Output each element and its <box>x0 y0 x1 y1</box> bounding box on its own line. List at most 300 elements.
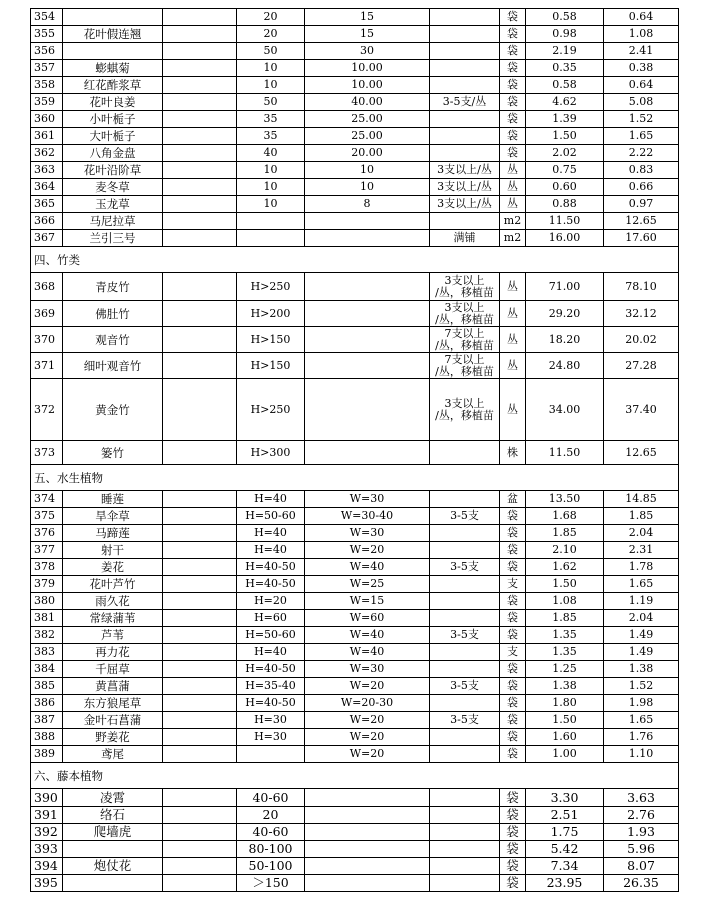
note-cell: 7支以上 /丛，移植苗 <box>430 353 500 379</box>
row-number-cell: 374 <box>31 491 63 508</box>
height-cell: 80-100 <box>237 841 305 858</box>
crown-width-cell: 8 <box>305 196 430 213</box>
row-number-cell: 364 <box>31 179 63 196</box>
plant-name-cell: 马尼拉草 <box>63 213 163 230</box>
spacer-cell <box>163 627 237 644</box>
price-b-cell: 1.65 <box>604 128 679 145</box>
crown-width-cell: W=30 <box>305 525 430 542</box>
row-number-cell: 392 <box>31 824 63 841</box>
price-a-cell: 0.58 <box>526 77 604 94</box>
price-a-cell: 71.00 <box>526 273 604 301</box>
spacer-cell <box>163 111 237 128</box>
price-b-cell: 1.19 <box>604 593 679 610</box>
plant-name-cell: 金叶石菖蒲 <box>63 712 163 729</box>
plant-name-cell: 细叶观音竹 <box>63 353 163 379</box>
note-cell: 3支以上 /丛，移植苗 <box>430 273 500 301</box>
spacer-cell <box>163 576 237 593</box>
note-cell: 3-5支 <box>430 559 500 576</box>
table-row <box>31 353 679 379</box>
table-row <box>31 26 679 43</box>
section-title: 四、竹类 <box>31 247 679 273</box>
spacer-cell <box>163 179 237 196</box>
table-row <box>31 179 679 196</box>
row-number-cell: 356 <box>31 43 63 60</box>
price-b-cell: 5.96 <box>604 841 679 858</box>
crown-width-cell <box>305 824 430 841</box>
unit-cell: 袋 <box>500 841 526 858</box>
unit-cell: 袋 <box>500 593 526 610</box>
spacer-cell <box>163 26 237 43</box>
spacer-cell <box>163 644 237 661</box>
height-cell: 10 <box>237 196 305 213</box>
price-b-cell: 0.66 <box>604 179 679 196</box>
table-row <box>31 491 679 508</box>
note-cell <box>430 60 500 77</box>
row-number-cell: 384 <box>31 661 63 678</box>
note-cell <box>430 824 500 841</box>
height-cell: 35 <box>237 128 305 145</box>
price-b-cell: 0.64 <box>604 9 679 26</box>
table-row <box>31 213 679 230</box>
price-a-cell: 0.58 <box>526 9 604 26</box>
price-b-cell: 1.85 <box>604 508 679 525</box>
price-a-cell: 0.88 <box>526 196 604 213</box>
note-cell: 3-5支 <box>430 508 500 525</box>
height-cell: 50 <box>237 94 305 111</box>
row-number-cell: 393 <box>31 841 63 858</box>
spacer-cell <box>163 729 237 746</box>
table-row <box>31 712 679 729</box>
price-b-cell: 1.78 <box>604 559 679 576</box>
row-number-cell: 363 <box>31 162 63 179</box>
price-a-cell: 0.98 <box>526 26 604 43</box>
crown-width-cell <box>305 789 430 807</box>
height-cell: 40-60 <box>237 824 305 841</box>
plant-name-cell: 红花酢浆草 <box>63 77 163 94</box>
spacer-cell <box>163 94 237 111</box>
height-cell: H=60 <box>237 610 305 627</box>
note-cell: 3支以上/丛 <box>430 196 500 213</box>
table-row <box>31 145 679 162</box>
price-b-cell: 78.10 <box>604 273 679 301</box>
plant-name-cell: 东方狼尾草 <box>63 695 163 712</box>
plant-name-cell: 雨久花 <box>63 593 163 610</box>
plant-name-cell: 观音竹 <box>63 327 163 353</box>
plant-name-cell: 花叶良姜 <box>63 94 163 111</box>
unit-cell: 袋 <box>500 94 526 111</box>
plant-name-cell: 再力花 <box>63 644 163 661</box>
unit-cell: 袋 <box>500 559 526 576</box>
plant-name-cell <box>63 9 163 26</box>
table-body <box>31 9 679 892</box>
unit-cell: 丛 <box>500 196 526 213</box>
unit-cell: m2 <box>500 213 526 230</box>
crown-width-cell: W=30 <box>305 661 430 678</box>
height-cell: H=40-50 <box>237 661 305 678</box>
note-cell <box>430 77 500 94</box>
crown-width-cell <box>305 213 430 230</box>
row-number-cell: 387 <box>31 712 63 729</box>
note-cell <box>430 128 500 145</box>
row-number-cell: 368 <box>31 273 63 301</box>
row-number-cell: 355 <box>31 26 63 43</box>
table-row <box>31 559 679 576</box>
height-cell: H=30 <box>237 729 305 746</box>
spacer-cell <box>163 301 237 327</box>
height-cell: 20 <box>237 26 305 43</box>
note-cell <box>430 841 500 858</box>
crown-width-cell: W=20-30 <box>305 695 430 712</box>
spacer-cell <box>163 661 237 678</box>
crown-width-cell: W=20 <box>305 542 430 559</box>
price-b-cell: 0.83 <box>604 162 679 179</box>
plant-name-cell: 千屈草 <box>63 661 163 678</box>
height-cell: H=30 <box>237 712 305 729</box>
price-a-cell: 0.35 <box>526 60 604 77</box>
table-row <box>31 77 679 94</box>
height-cell <box>237 746 305 763</box>
crown-width-cell: 25.00 <box>305 111 430 128</box>
table-row <box>31 875 679 892</box>
price-b-cell: 17.60 <box>604 230 679 247</box>
note-cell <box>430 111 500 128</box>
note-cell <box>430 441 500 465</box>
unit-cell: 袋 <box>500 712 526 729</box>
row-number-cell: 354 <box>31 9 63 26</box>
price-b-cell: 2.04 <box>604 610 679 627</box>
price-a-cell: 5.42 <box>526 841 604 858</box>
plant-name-cell: 黄金竹 <box>63 379 163 441</box>
note-cell <box>430 729 500 746</box>
row-number-cell: 380 <box>31 593 63 610</box>
crown-width-cell: W=40 <box>305 559 430 576</box>
price-b-cell: 26.35 <box>604 875 679 892</box>
price-a-cell: 11.50 <box>526 213 604 230</box>
plant-name-cell: 凌霄 <box>63 789 163 807</box>
table-row <box>31 695 679 712</box>
plant-name-cell: 玉龙草 <box>63 196 163 213</box>
price-a-cell: 2.10 <box>526 542 604 559</box>
price-b-cell: 1.52 <box>604 111 679 128</box>
row-number-cell: 375 <box>31 508 63 525</box>
plant-name-cell: 射干 <box>63 542 163 559</box>
plant-name-cell: 旱伞草 <box>63 508 163 525</box>
spacer-cell <box>163 695 237 712</box>
unit-cell: 袋 <box>500 875 526 892</box>
table-row <box>31 128 679 145</box>
height-cell: H=40-50 <box>237 695 305 712</box>
note-cell <box>430 525 500 542</box>
price-a-cell: 29.20 <box>526 301 604 327</box>
row-number-cell: 386 <box>31 695 63 712</box>
crown-width-cell: 10 <box>305 179 430 196</box>
price-b-cell: 2.76 <box>604 807 679 824</box>
unit-cell: 袋 <box>500 9 526 26</box>
section-header <box>31 247 679 273</box>
price-a-cell: 2.19 <box>526 43 604 60</box>
price-a-cell: 1.85 <box>526 610 604 627</box>
table-row <box>31 807 679 824</box>
price-b-cell: 32.12 <box>604 301 679 327</box>
price-b-cell: 0.64 <box>604 77 679 94</box>
price-b-cell: 37.40 <box>604 379 679 441</box>
price-a-cell: 11.50 <box>526 441 604 465</box>
price-a-cell: 1.39 <box>526 111 604 128</box>
table-row <box>31 542 679 559</box>
price-a-cell: 1.35 <box>526 627 604 644</box>
unit-cell: 袋 <box>500 610 526 627</box>
height-cell: H>250 <box>237 273 305 301</box>
crown-width-cell: 10.00 <box>305 77 430 94</box>
spacer-cell <box>163 824 237 841</box>
price-a-cell: 3.30 <box>526 789 604 807</box>
note-cell: 3支以上/丛 <box>430 179 500 196</box>
note-cell: 3-5支/丛 <box>430 94 500 111</box>
spacer-cell <box>163 379 237 441</box>
table-row <box>31 729 679 746</box>
table-row <box>31 678 679 695</box>
note-cell <box>430 213 500 230</box>
price-b-cell: 1.49 <box>604 627 679 644</box>
note-cell <box>430 661 500 678</box>
note-cell <box>430 858 500 875</box>
price-b-cell: 27.28 <box>604 353 679 379</box>
table-row <box>31 60 679 77</box>
table-row <box>31 841 679 858</box>
row-number-cell: 388 <box>31 729 63 746</box>
height-cell: H>200 <box>237 301 305 327</box>
price-b-cell: 5.08 <box>604 94 679 111</box>
unit-cell: 袋 <box>500 77 526 94</box>
table-row <box>31 661 679 678</box>
row-number-cell: 394 <box>31 858 63 875</box>
crown-width-cell: 10 <box>305 162 430 179</box>
price-b-cell: 1.49 <box>604 644 679 661</box>
spacer-cell <box>163 789 237 807</box>
price-a-cell: 23.95 <box>526 875 604 892</box>
table-row <box>31 111 679 128</box>
height-cell: ＞150 <box>237 875 305 892</box>
price-b-cell: 1.98 <box>604 695 679 712</box>
spacer-cell <box>163 559 237 576</box>
price-table <box>30 8 679 892</box>
unit-cell: 丛 <box>500 353 526 379</box>
price-a-cell: 24.80 <box>526 353 604 379</box>
note-cell: 3-5支 <box>430 712 500 729</box>
unit-cell: 袋 <box>500 627 526 644</box>
note-cell <box>430 695 500 712</box>
spacer-cell <box>163 441 237 465</box>
spacer-cell <box>163 525 237 542</box>
unit-cell: 袋 <box>500 111 526 128</box>
section-title: 六、藤本植物 <box>31 763 679 789</box>
unit-cell: 袋 <box>500 678 526 695</box>
height-cell: 10 <box>237 179 305 196</box>
plant-name-cell: 佛肚竹 <box>63 301 163 327</box>
row-number-cell: 390 <box>31 789 63 807</box>
price-a-cell: 1.80 <box>526 695 604 712</box>
unit-cell: 丛 <box>500 273 526 301</box>
unit-cell: 袋 <box>500 746 526 763</box>
row-number-cell: 357 <box>31 60 63 77</box>
row-number-cell: 359 <box>31 94 63 111</box>
crown-width-cell: W=40 <box>305 627 430 644</box>
price-a-cell: 1.75 <box>526 824 604 841</box>
note-cell <box>430 9 500 26</box>
price-b-cell: 3.63 <box>604 789 679 807</box>
table-row <box>31 593 679 610</box>
height-cell: 35 <box>237 111 305 128</box>
plant-name-cell: 常绿蒲苇 <box>63 610 163 627</box>
spacer-cell <box>163 858 237 875</box>
height-cell: H=50-60 <box>237 508 305 525</box>
price-a-cell: 18.20 <box>526 327 604 353</box>
unit-cell: 袋 <box>500 807 526 824</box>
table-row <box>31 576 679 593</box>
plant-name-cell: 大叶栀子 <box>63 128 163 145</box>
unit-cell: 袋 <box>500 43 526 60</box>
spacer-cell <box>163 593 237 610</box>
height-cell: 40-60 <box>237 789 305 807</box>
unit-cell: 袋 <box>500 789 526 807</box>
note-cell: 3支以上 /丛，移植苗 <box>430 379 500 441</box>
crown-width-cell <box>305 230 430 247</box>
price-a-cell: 1.62 <box>526 559 604 576</box>
row-number-cell: 371 <box>31 353 63 379</box>
unit-cell: 袋 <box>500 525 526 542</box>
note-cell: 满铺 <box>430 230 500 247</box>
row-number-cell: 377 <box>31 542 63 559</box>
unit-cell: 丛 <box>500 179 526 196</box>
price-b-cell: 2.22 <box>604 145 679 162</box>
spacer-cell <box>163 162 237 179</box>
plant-name-cell: 麦冬草 <box>63 179 163 196</box>
row-number-cell: 382 <box>31 627 63 644</box>
plant-name-cell: 姜花 <box>63 559 163 576</box>
spacer-cell <box>163 610 237 627</box>
price-b-cell: 1.76 <box>604 729 679 746</box>
unit-cell: 袋 <box>500 858 526 875</box>
crown-width-cell <box>305 875 430 892</box>
table-row <box>31 43 679 60</box>
price-a-cell: 1.50 <box>526 712 604 729</box>
unit-cell: 袋 <box>500 60 526 77</box>
row-number-cell: 381 <box>31 610 63 627</box>
table-row <box>31 824 679 841</box>
height-cell: H>150 <box>237 327 305 353</box>
height-cell: 10 <box>237 77 305 94</box>
price-a-cell: 1.25 <box>526 661 604 678</box>
height-cell: H=40-50 <box>237 576 305 593</box>
table-row <box>31 508 679 525</box>
price-b-cell: 14.85 <box>604 491 679 508</box>
row-number-cell: 395 <box>31 875 63 892</box>
row-number-cell: 389 <box>31 746 63 763</box>
row-number-cell: 383 <box>31 644 63 661</box>
crown-width-cell: W=30-40 <box>305 508 430 525</box>
note-cell <box>430 26 500 43</box>
price-a-cell: 1.85 <box>526 525 604 542</box>
note-cell: 7支以上 /丛，移植苗 <box>430 327 500 353</box>
spacer-cell <box>163 9 237 26</box>
crown-width-cell: 15 <box>305 26 430 43</box>
price-a-cell: 16.00 <box>526 230 604 247</box>
note-cell <box>430 576 500 593</box>
crown-width-cell: W=15 <box>305 593 430 610</box>
spacer-cell <box>163 196 237 213</box>
table-row <box>31 273 679 301</box>
plant-name-cell: 野姜花 <box>63 729 163 746</box>
unit-cell: 袋 <box>500 508 526 525</box>
table-row <box>31 162 679 179</box>
price-b-cell: 12.65 <box>604 213 679 230</box>
table-row <box>31 379 679 441</box>
price-a-cell: 34.00 <box>526 379 604 441</box>
price-a-cell: 1.50 <box>526 128 604 145</box>
height-cell: H=50-60 <box>237 627 305 644</box>
note-cell: 3支以上 /丛，移植苗 <box>430 301 500 327</box>
price-b-cell: 2.41 <box>604 43 679 60</box>
price-a-cell: 4.62 <box>526 94 604 111</box>
unit-cell: 袋 <box>500 661 526 678</box>
price-a-cell: 0.75 <box>526 162 604 179</box>
spacer-cell <box>163 273 237 301</box>
height-cell: H=40 <box>237 491 305 508</box>
note-cell <box>430 145 500 162</box>
price-a-cell: 0.60 <box>526 179 604 196</box>
height-cell: 50 <box>237 43 305 60</box>
row-number-cell: 366 <box>31 213 63 230</box>
crown-width-cell: W=30 <box>305 491 430 508</box>
height-cell <box>237 230 305 247</box>
table-row <box>31 525 679 542</box>
price-b-cell: 2.04 <box>604 525 679 542</box>
crown-width-cell: W=20 <box>305 729 430 746</box>
crown-width-cell <box>305 327 430 353</box>
plant-name-cell: 络石 <box>63 807 163 824</box>
crown-width-cell <box>305 858 430 875</box>
row-number-cell: 362 <box>31 145 63 162</box>
row-number-cell: 378 <box>31 559 63 576</box>
price-a-cell: 1.00 <box>526 746 604 763</box>
plant-name-cell: 兰引三号 <box>63 230 163 247</box>
height-cell: 20 <box>237 9 305 26</box>
price-b-cell: 12.65 <box>604 441 679 465</box>
plant-name-cell: 马蹄莲 <box>63 525 163 542</box>
height-cell: 50-100 <box>237 858 305 875</box>
unit-cell: 丛 <box>500 301 526 327</box>
plant-name-cell: 八角金盘 <box>63 145 163 162</box>
note-cell <box>430 807 500 824</box>
price-a-cell: 1.38 <box>526 678 604 695</box>
unit-cell: 丛 <box>500 162 526 179</box>
crown-width-cell <box>305 807 430 824</box>
note-cell <box>430 644 500 661</box>
price-a-cell: 7.34 <box>526 858 604 875</box>
row-number-cell: 358 <box>31 77 63 94</box>
spacer-cell <box>163 128 237 145</box>
crown-width-cell: 25.00 <box>305 128 430 145</box>
unit-cell: 袋 <box>500 128 526 145</box>
table-row <box>31 644 679 661</box>
plant-name-cell: 花叶假连翘 <box>63 26 163 43</box>
plant-name-cell: 青皮竹 <box>63 273 163 301</box>
crown-width-cell: 20.00 <box>305 145 430 162</box>
note-cell <box>430 875 500 892</box>
crown-width-cell <box>305 441 430 465</box>
spacer-cell <box>163 841 237 858</box>
row-number-cell: 373 <box>31 441 63 465</box>
